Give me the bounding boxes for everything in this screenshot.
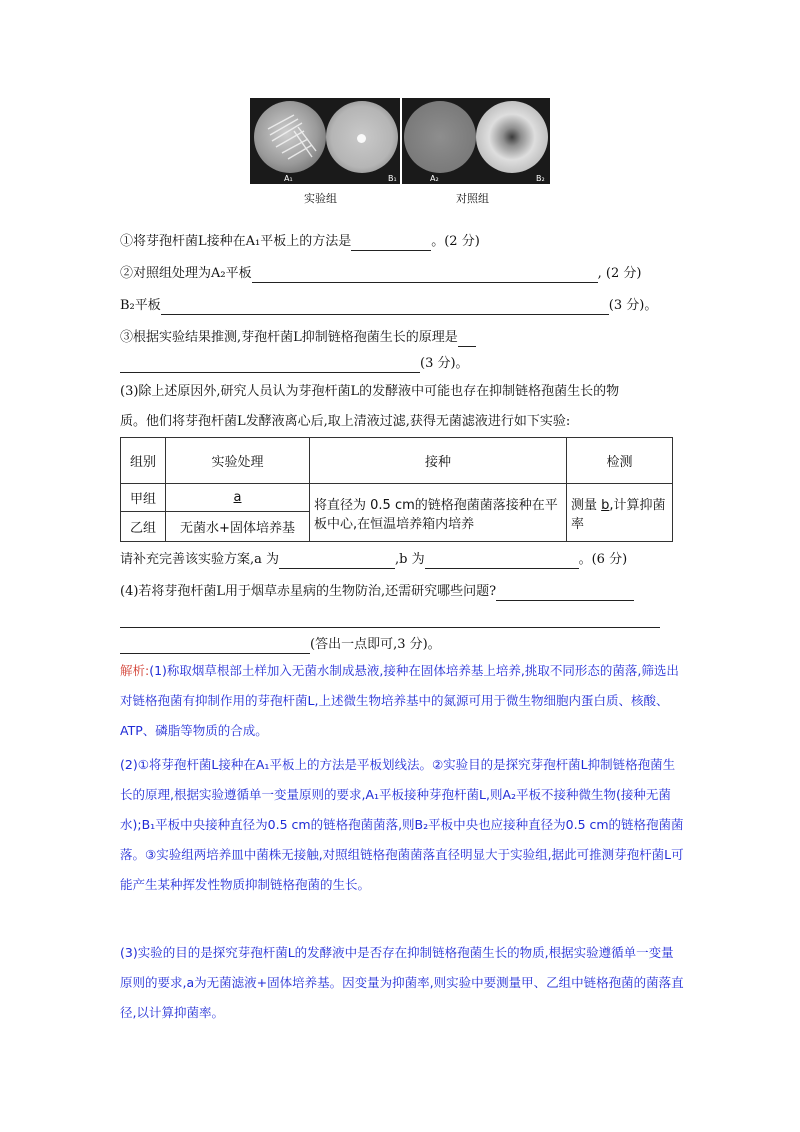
plate-label-a1: A₁: [284, 174, 293, 183]
answer-blank: [458, 332, 476, 347]
analysis-p1: [120, 656, 685, 746]
detection-b: b: [601, 497, 610, 513]
streak-pattern-icon: [254, 101, 326, 173]
question-3-line1: (3)除上述原因外,研究人员认为芽孢杆菌L的发酵液中可能也存在抑制链格孢菌生长的物: [120, 384, 620, 399]
fill-b-label: ,b 为: [395, 552, 425, 567]
question-3-fill: [120, 551, 627, 569]
answer-blank-a: [279, 554, 395, 569]
question-4-cont: [120, 636, 441, 654]
plate-b2: [476, 101, 548, 173]
answer-blank: [351, 236, 431, 251]
analysis-p1-text: (1)称取烟草根部土样加入无菌水制成悬液,接种在固体培养基上培养,挑取不同形态的菌落,筛选出对链格孢菌有抑制作用的芽孢杆菌L,上述微生物培养基中的氮源可用于微生物细胞内蛋白质、核酸、ATP、磷脂等物质的合成。: [120, 663, 679, 738]
question-2-2b-text: B₂平板: [120, 298, 161, 313]
question-4: [120, 583, 634, 601]
detection-text-end: ,计算抑菌率: [571, 497, 666, 532]
plate-b1: [326, 101, 398, 173]
answer-blank: [252, 268, 598, 283]
detection-cell: [567, 484, 673, 542]
treatment-control: 无菌水+固体培养基: [166, 512, 310, 542]
plate-label-a2: A₂: [430, 174, 439, 183]
analysis-p2: (2)①将芽孢杆菌L接种在A₁平板上的方法是平板划线法。②实验目的是探究芽孢杆菌L抑制链格孢菌生长的原理,根据实验遵循单一变量原则的要求,A₁平板接种芽孢杆菌L,则A₂平板不接种微生物(接种无菌水);B₁平板中央接种直径为0.5 cm的链格孢菌菌落,则B₂平板中央也应接种直径为0.5 cm的链格孢菌菌落。③实验组两培养皿中菌株无接触,对照组链格孢菌菌落直径明显大于实验组,据此可推测芽孢杆菌L可能产生某种挥发性物质抑制链格孢菌的生长。: [120, 757, 684, 892]
answer-blank-b: [425, 554, 579, 569]
question-2-1-text: ①将芽孢杆菌L接种在A₁平板上的方法是: [120, 234, 352, 249]
question-2-3: [120, 329, 476, 347]
detection-text: 测量: [571, 497, 602, 513]
header-treatment: 实验处理: [166, 438, 310, 484]
header-detection: 检测: [567, 438, 673, 484]
group-jia: 甲组: [121, 484, 166, 512]
treatment-a: a: [166, 484, 310, 512]
answer-blank: [496, 586, 634, 601]
header-inoculation: 接种: [310, 438, 567, 484]
fill-a-label: 请补充完善该实验方案,a 为: [120, 552, 280, 567]
plate-a2: [404, 101, 476, 173]
question-2-2-text: ②对照组处理为A₂平板: [120, 266, 252, 281]
question-3-line2: 质。他们将芽孢杆菌L发酵液离心后,取上清液过滤,获得无菌滤液进行如下实验:: [120, 414, 571, 429]
question-2-3-tail: (3 分)。: [420, 356, 469, 371]
control-plates: [402, 98, 550, 184]
question-2-2: [120, 265, 641, 283]
question-2-3-cont: [120, 355, 469, 373]
question-2-3-text: ③根据实验结果推测,芽孢杆菌L抑制链格孢菌生长的原理是: [120, 330, 458, 345]
caption-experimental: 实验组: [304, 192, 337, 205]
question-2-1: [120, 233, 480, 251]
colony-spot: [357, 134, 366, 143]
experimental-plates: [250, 98, 400, 184]
answer-blank: [120, 639, 310, 654]
inoculation-cell: 将直径为 0.5 cm的链格孢菌菌落接种在平板中心,在恒温培养箱内培养: [310, 484, 567, 542]
header-group: 组别: [121, 438, 166, 484]
question-4-text: (4)若将芽孢杆菌L用于烟草赤星病的生物防治,还需研究哪些问题?: [120, 584, 497, 599]
answer-blank: [161, 300, 609, 315]
question-2-2-tail: , (2 分): [597, 266, 642, 281]
petri-dish-figure: [250, 98, 550, 206]
question-4-blank-line: [120, 610, 660, 628]
group-yi: 乙组: [121, 512, 166, 542]
caption-control: 对照组: [456, 192, 489, 205]
analysis-p3: (3)实验的目的是探究芽孢杆菌L的发酵液中是否存在抑制链格孢菌生长的物质,根据实验遵循单一变量原则的要求,a为无菌滤液+固体培养基。因变量为抑菌率,则实验中要测量甲、乙组中链格孢菌的菌落直径,以计算抑菌率。: [120, 945, 684, 1020]
fill-tail: 。(6 分): [578, 552, 628, 567]
plate-label-b2: B₂: [536, 174, 545, 183]
experiment-table: [120, 437, 673, 542]
table-row: [121, 484, 673, 512]
answer-blank: [120, 358, 420, 373]
analysis-title: 解析:: [120, 663, 150, 678]
plate-a1: [254, 101, 326, 173]
answer-blank: [120, 613, 660, 628]
question-4-tail: (答出一点即可,3 分)。: [310, 637, 441, 652]
question-2-2b: [120, 297, 657, 315]
question-2-2b-tail: (3 分)。: [608, 298, 658, 313]
table-header-row: [121, 438, 673, 484]
question-2-1-tail: 。(2 分): [431, 234, 480, 249]
plate-label-b1: B₁: [388, 174, 397, 183]
